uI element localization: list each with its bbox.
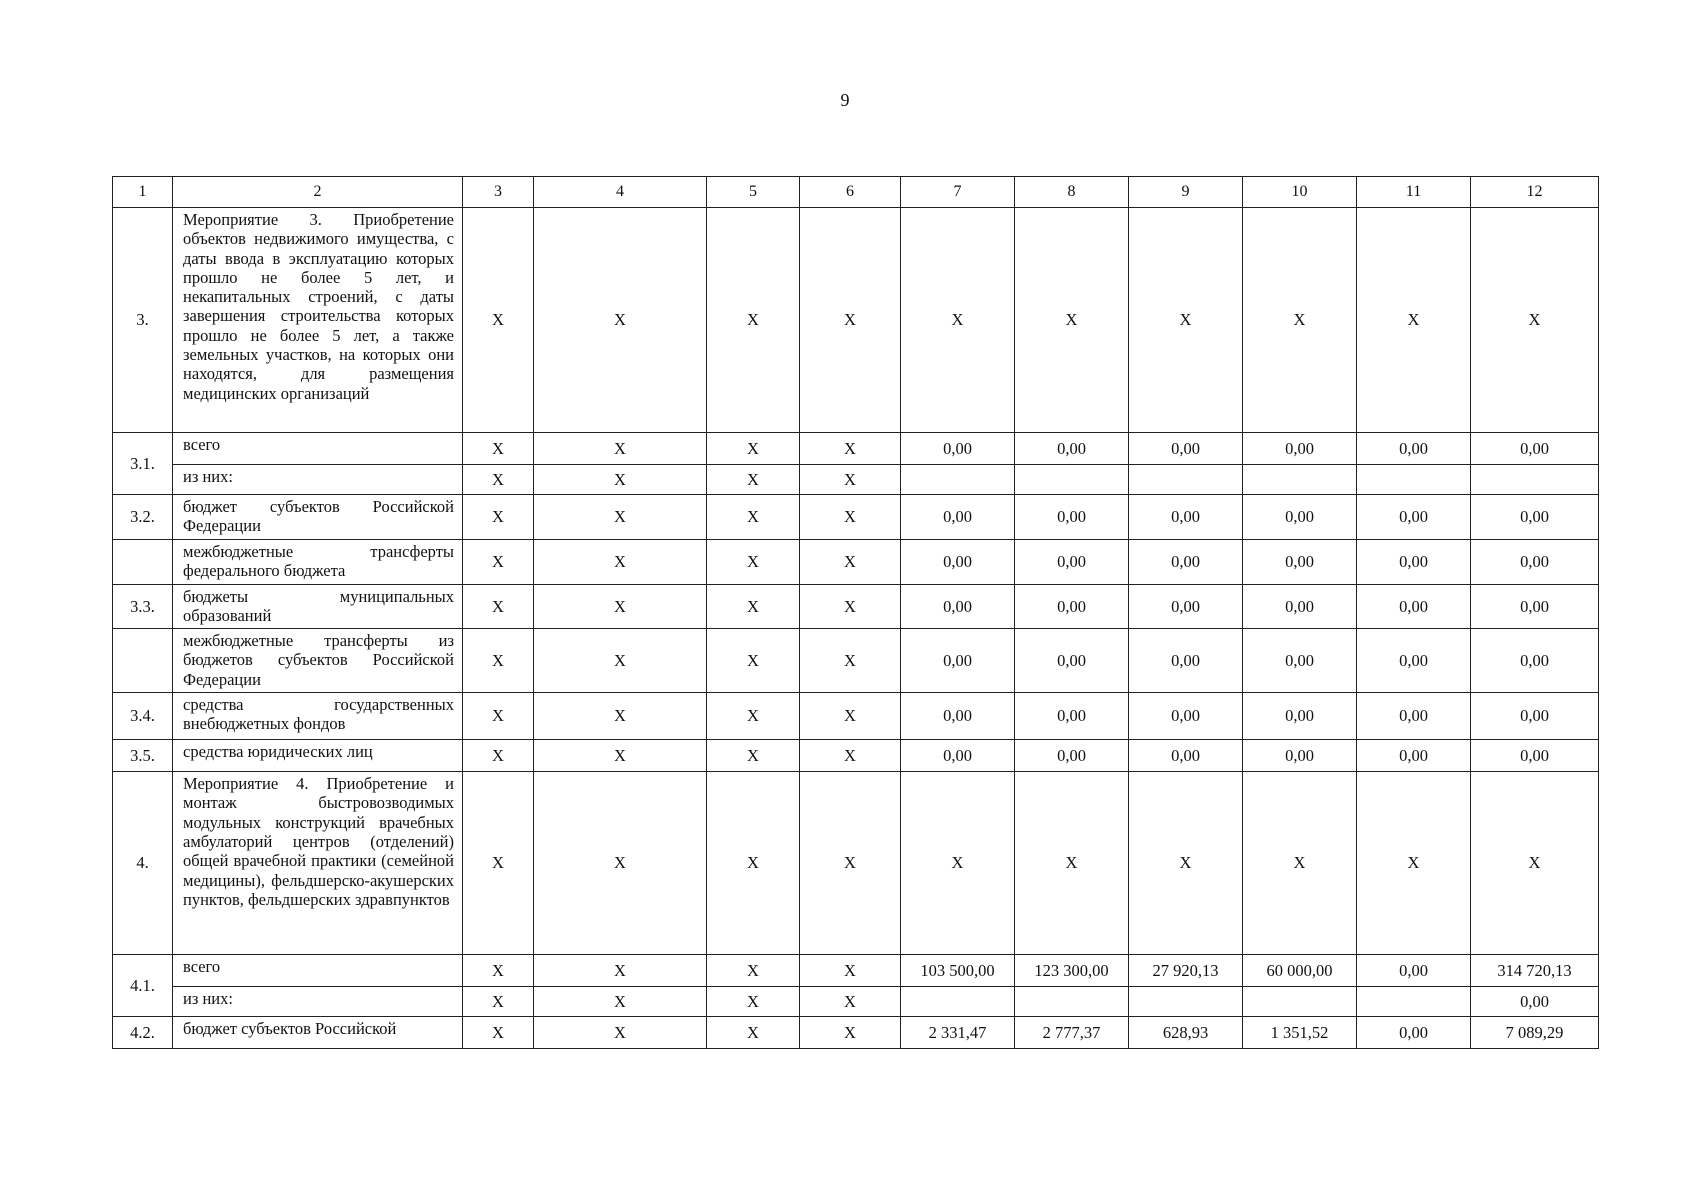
value-cell: X <box>463 629 534 693</box>
value-cell: X <box>534 208 707 433</box>
value-cell: X <box>534 539 707 584</box>
table-row <box>113 955 1599 987</box>
value-cell <box>1015 465 1129 495</box>
value-cell: 0,00 <box>1471 495 1599 540</box>
value-cell: X <box>800 584 901 629</box>
value-cell: 27 920,13 <box>1129 955 1243 987</box>
value-cell: 7 089,29 <box>1471 1017 1599 1049</box>
value-cell: 0,00 <box>1015 539 1129 584</box>
value-cell: 0,00 <box>1129 584 1243 629</box>
value-cell: 0,00 <box>901 629 1015 693</box>
value-cell: 0,00 <box>1129 539 1243 584</box>
value-cell: 0,00 <box>1129 740 1243 772</box>
value-cell: X <box>707 987 800 1017</box>
table-row <box>113 465 1599 495</box>
value-cell: X <box>800 772 901 955</box>
value-cell: 0,00 <box>901 495 1015 540</box>
value-cell: X <box>463 584 534 629</box>
value-cell: 0,00 <box>1243 495 1357 540</box>
value-cell: X <box>534 465 707 495</box>
value-cell: 0,00 <box>1357 539 1471 584</box>
value-cell: 0,00 <box>1243 433 1357 465</box>
column-number-header: 3 <box>463 177 534 208</box>
value-cell: X <box>1471 772 1599 955</box>
value-cell <box>901 987 1015 1017</box>
value-cell: X <box>463 772 534 955</box>
table-row <box>113 495 1599 540</box>
value-cell: 0,00 <box>1357 740 1471 772</box>
value-cell: 0,00 <box>901 740 1015 772</box>
value-cell: X <box>1129 208 1243 433</box>
value-cell: 0,00 <box>1129 693 1243 740</box>
value-cell: 0,00 <box>1129 495 1243 540</box>
value-cell: X <box>800 629 901 693</box>
value-cell: X <box>534 495 707 540</box>
table-row <box>113 740 1599 772</box>
header-row <box>113 177 1599 208</box>
row-description-cell: из них: <box>173 465 463 495</box>
value-cell: 123 300,00 <box>1015 955 1129 987</box>
value-cell: 0,00 <box>1243 693 1357 740</box>
value-cell: X <box>1129 772 1243 955</box>
column-number-header: 6 <box>800 177 901 208</box>
value-cell: 0,00 <box>1357 1017 1471 1049</box>
value-cell <box>1243 465 1357 495</box>
value-cell: 0,00 <box>1015 433 1129 465</box>
value-cell: 0,00 <box>1471 987 1599 1017</box>
value-cell: X <box>707 1017 800 1049</box>
value-cell: 0,00 <box>1243 539 1357 584</box>
column-number-header: 4 <box>534 177 707 208</box>
table-row <box>113 987 1599 1017</box>
row-description-cell: Мероприятие 4. Приобретение и монтаж быстровозводимых модульных конструкций врачебных амбулаторий центров (отделений) общей врачебной практики (семейной медицины), фельдшерско-акушерских пунктов, фельдшерских здравпунктов <box>173 772 463 955</box>
value-cell: X <box>1243 772 1357 955</box>
value-cell: 0,00 <box>1015 693 1129 740</box>
table-row <box>113 208 1599 433</box>
value-cell: X <box>800 955 901 987</box>
row-description-cell: Мероприятие 3. Приобретение объектов недвижимого имущества, с даты ввода в эксплуатацию которых прошло не более 5 лет, и некапитальных строений, с даты завершения строительства которых прошло не более 5 лет, а также земельных участков, на которых они находятся, для размещения медицинских организаций <box>173 208 463 433</box>
column-number-header: 9 <box>1129 177 1243 208</box>
value-cell <box>1015 987 1129 1017</box>
value-cell <box>1129 987 1243 1017</box>
column-number-header: 1 <box>113 177 173 208</box>
value-cell: X <box>534 584 707 629</box>
value-cell: 0,00 <box>1357 693 1471 740</box>
column-number-header: 7 <box>901 177 1015 208</box>
value-cell: X <box>800 539 901 584</box>
value-cell: 0,00 <box>1471 693 1599 740</box>
value-cell: X <box>800 1017 901 1049</box>
value-cell: 628,93 <box>1129 1017 1243 1049</box>
value-cell: X <box>1357 208 1471 433</box>
value-cell: X <box>800 465 901 495</box>
table-row <box>113 629 1599 693</box>
value-cell: X <box>800 495 901 540</box>
value-cell: 2 777,37 <box>1015 1017 1129 1049</box>
value-cell: X <box>463 495 534 540</box>
value-cell: 0,00 <box>1129 433 1243 465</box>
value-cell: X <box>534 693 707 740</box>
value-cell: X <box>707 693 800 740</box>
column-number-header: 11 <box>1357 177 1471 208</box>
value-cell: 0,00 <box>1129 629 1243 693</box>
value-cell: 0,00 <box>1015 495 1129 540</box>
table-row <box>113 433 1599 465</box>
value-cell <box>1357 987 1471 1017</box>
value-cell: X <box>1015 208 1129 433</box>
value-cell: X <box>463 433 534 465</box>
value-cell: 103 500,00 <box>901 955 1015 987</box>
value-cell: X <box>534 740 707 772</box>
value-cell: 0,00 <box>1471 433 1599 465</box>
column-number-header: 2 <box>173 177 463 208</box>
value-cell: X <box>1357 772 1471 955</box>
value-cell: 0,00 <box>1471 584 1599 629</box>
column-number-header: 5 <box>707 177 800 208</box>
table-row <box>113 539 1599 584</box>
value-cell: X <box>534 433 707 465</box>
value-cell: X <box>800 987 901 1017</box>
value-cell: X <box>707 629 800 693</box>
value-cell: X <box>800 208 901 433</box>
row-description-cell: бюджеты муниципальных образований <box>173 584 463 629</box>
value-cell: X <box>707 495 800 540</box>
row-number-cell: 4. <box>113 772 173 955</box>
table-row <box>113 584 1599 629</box>
value-cell: 314 720,13 <box>1471 955 1599 987</box>
value-cell: X <box>463 693 534 740</box>
row-number-cell: 3.4. <box>113 693 173 740</box>
value-cell: 0,00 <box>1357 495 1471 540</box>
value-cell: X <box>800 433 901 465</box>
row-description-cell: средства юридических лиц <box>173 740 463 772</box>
row-number-cell <box>113 539 173 584</box>
value-cell: X <box>707 772 800 955</box>
value-cell: X <box>800 693 901 740</box>
value-cell: X <box>534 955 707 987</box>
value-cell: X <box>901 772 1015 955</box>
value-cell: X <box>463 539 534 584</box>
value-cell: 1 351,52 <box>1243 1017 1357 1049</box>
value-cell: 0,00 <box>1357 629 1471 693</box>
value-cell: 0,00 <box>1357 584 1471 629</box>
value-cell: 2 331,47 <box>901 1017 1015 1049</box>
row-description-cell: межбюджетные трансферты из бюджетов субъектов Российской Федерации <box>173 629 463 693</box>
value-cell <box>901 465 1015 495</box>
row-description-cell: всего <box>173 433 463 465</box>
value-cell: 0,00 <box>1471 740 1599 772</box>
budget-table <box>112 176 1599 1049</box>
value-cell: 0,00 <box>1015 740 1129 772</box>
row-description-cell: всего <box>173 955 463 987</box>
value-cell: 0,00 <box>1357 433 1471 465</box>
row-number-cell: 4.2. <box>113 1017 173 1049</box>
page-number: 9 <box>840 90 850 110</box>
value-cell: X <box>707 740 800 772</box>
value-cell <box>1129 465 1243 495</box>
value-cell: 0,00 <box>1243 629 1357 693</box>
value-cell <box>1357 465 1471 495</box>
value-cell: 0,00 <box>901 693 1015 740</box>
value-cell: X <box>707 584 800 629</box>
value-cell: X <box>707 539 800 584</box>
row-description-cell: бюджет субъектов Российской Федерации <box>173 495 463 540</box>
table-body <box>113 177 1599 1049</box>
row-number-cell: 3.5. <box>113 740 173 772</box>
value-cell: X <box>534 987 707 1017</box>
value-cell: X <box>1015 772 1129 955</box>
value-cell: X <box>534 629 707 693</box>
row-number-cell <box>113 629 173 693</box>
row-description-cell: из них: <box>173 987 463 1017</box>
value-cell: X <box>534 1017 707 1049</box>
value-cell: 0,00 <box>901 584 1015 629</box>
row-number-cell: 3.2. <box>113 495 173 540</box>
table-row <box>113 1017 1599 1049</box>
value-cell: X <box>707 465 800 495</box>
row-number-cell: 3. <box>113 208 173 433</box>
table-row <box>113 693 1599 740</box>
value-cell <box>1471 465 1599 495</box>
value-cell: X <box>463 955 534 987</box>
row-number-cell: 3.1. <box>113 433 173 495</box>
value-cell: X <box>463 208 534 433</box>
column-number-header: 12 <box>1471 177 1599 208</box>
row-description-cell: межбюджетные трансферты федерального бюджета <box>173 539 463 584</box>
row-number-cell: 3.3. <box>113 584 173 629</box>
value-cell: X <box>707 955 800 987</box>
value-cell: 0,00 <box>1243 740 1357 772</box>
row-description-cell: бюджет субъектов Российской <box>173 1017 463 1049</box>
value-cell: 60 000,00 <box>1243 955 1357 987</box>
table-row <box>113 772 1599 955</box>
value-cell: X <box>463 740 534 772</box>
column-number-header: 8 <box>1015 177 1129 208</box>
value-cell: X <box>534 772 707 955</box>
column-number-header: 10 <box>1243 177 1357 208</box>
value-cell: 0,00 <box>901 433 1015 465</box>
value-cell: X <box>800 740 901 772</box>
value-cell: X <box>1471 208 1599 433</box>
value-cell: 0,00 <box>1471 629 1599 693</box>
value-cell: 0,00 <box>1015 584 1129 629</box>
value-cell: X <box>463 1017 534 1049</box>
value-cell: X <box>463 465 534 495</box>
row-description-cell: средства государственных внебюджетных фондов <box>173 693 463 740</box>
value-cell: 0,00 <box>1243 584 1357 629</box>
value-cell: X <box>707 208 800 433</box>
value-cell: 0,00 <box>1357 955 1471 987</box>
row-number-cell: 4.1. <box>113 955 173 1017</box>
value-cell: X <box>1243 208 1357 433</box>
value-cell: X <box>901 208 1015 433</box>
value-cell <box>1243 987 1357 1017</box>
value-cell: X <box>707 433 800 465</box>
value-cell: 0,00 <box>901 539 1015 584</box>
value-cell: 0,00 <box>1471 539 1599 584</box>
value-cell: 0,00 <box>1015 629 1129 693</box>
value-cell: X <box>463 987 534 1017</box>
